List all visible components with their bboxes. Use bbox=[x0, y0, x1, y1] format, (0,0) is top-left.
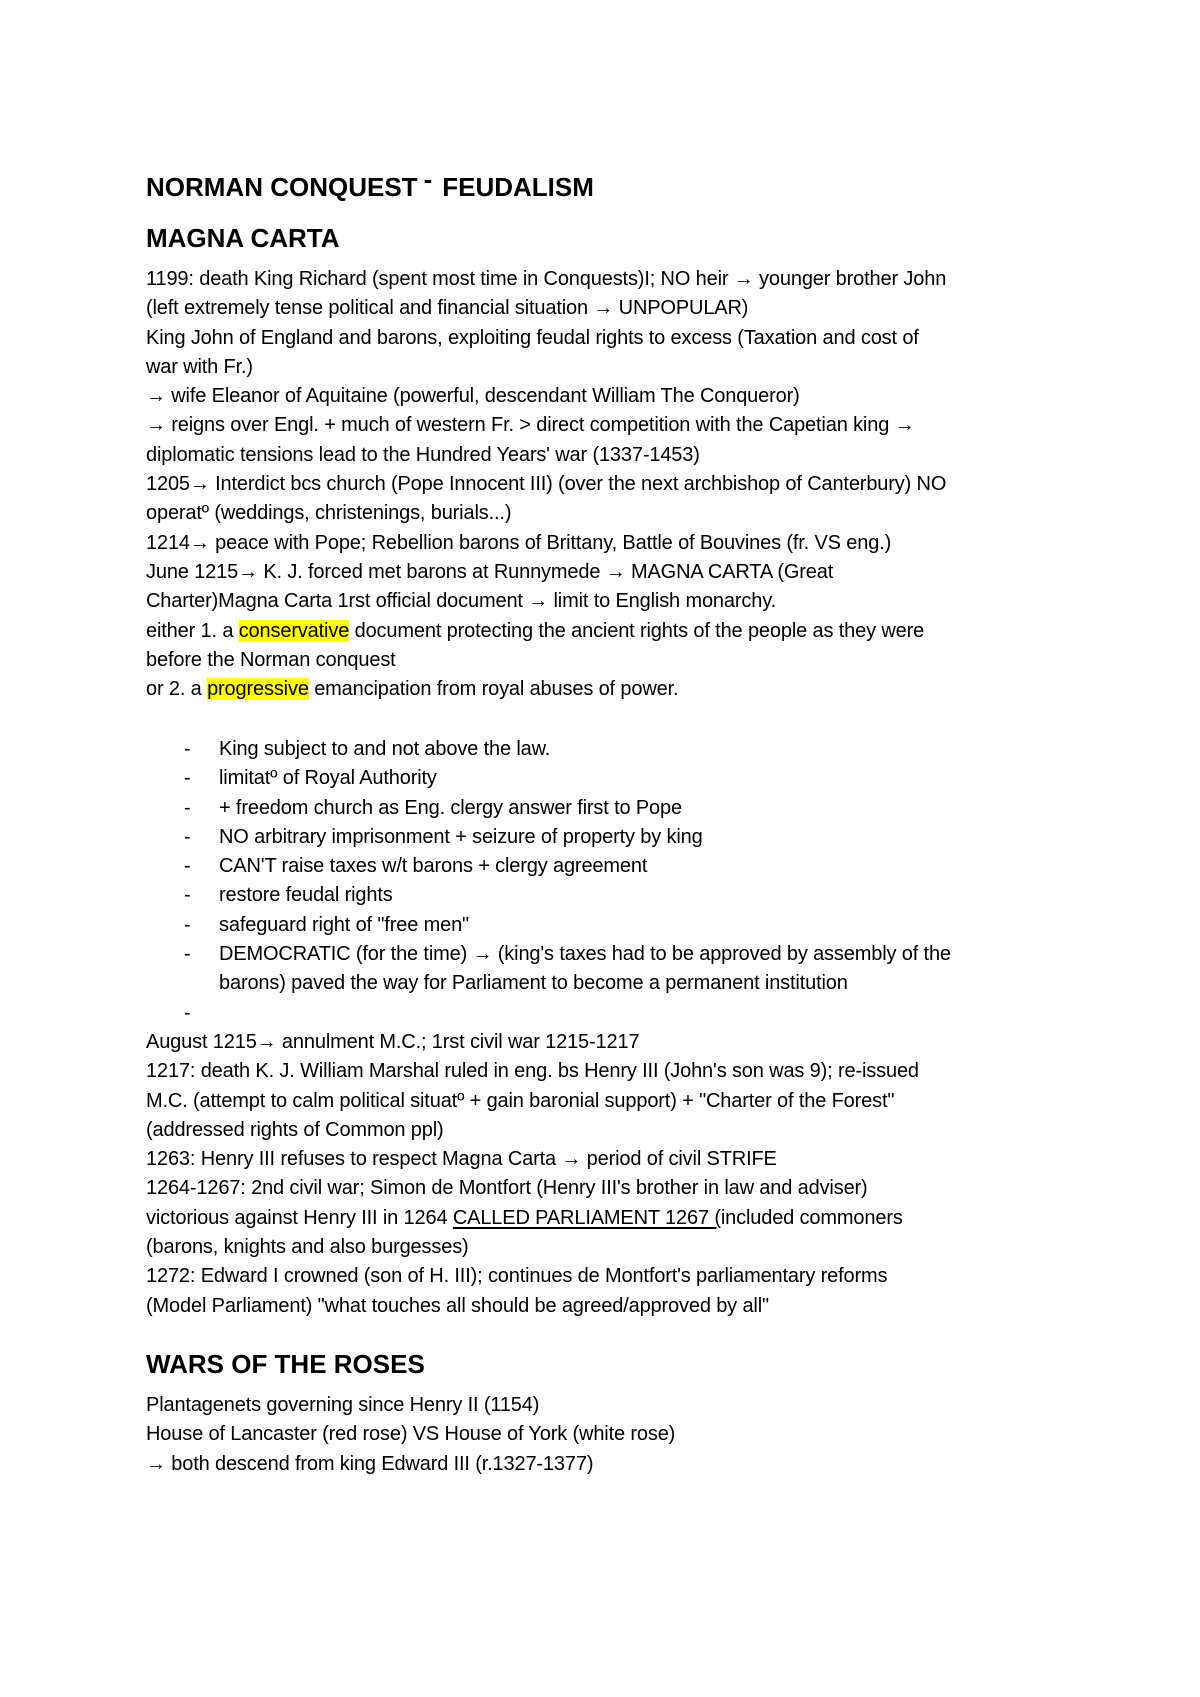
bullet-text: safeguard right of "free men" bbox=[219, 913, 469, 936]
text-line: → both descend from king Edward III (r.1327-1377) bbox=[146, 1452, 594, 1475]
list-item bbox=[146, 852, 1066, 881]
text-line: 1263: Henry III refuses to respect Magna Carta → period of civil STRIFE bbox=[146, 1148, 777, 1171]
title-part-2: FEUDALISM bbox=[442, 172, 594, 202]
bullet-dash: - bbox=[184, 738, 191, 760]
list-item bbox=[146, 794, 1066, 823]
text-line: (barons, knights and also burgesses) bbox=[146, 1236, 469, 1259]
list-item bbox=[146, 735, 1066, 764]
text-line: 1205→ Interdict bcs church (Pope Innocent III) (over the next archbishop of Canterbury) NO bbox=[146, 473, 947, 496]
list-item bbox=[146, 764, 1066, 793]
text-line: 1217: death K. J. William Marshal ruled in eng. bs Henry III (John's son was 9); re-issued bbox=[146, 1060, 919, 1083]
magna-carta-aftermath bbox=[146, 1028, 1066, 1321]
bullet-text: barons) paved the way for Parliament to become a permanent institution bbox=[219, 972, 848, 995]
document-title bbox=[146, 164, 594, 203]
or-pre: or 2. a bbox=[146, 678, 208, 701]
bullet-text: DEMOCRATIC (for the time) → (king's taxes had to be approved by assembly of the bbox=[219, 943, 951, 966]
bullet-text: + freedom church as Eng. clergy answer first to Pope bbox=[219, 796, 682, 819]
text-line: 1264-1267: 2nd civil war; Simon de Montfort (Henry III's brother in law and adviser) bbox=[146, 1177, 868, 1200]
text-line: → wife Eleanor of Aquitaine (powerful, descendant William The Conqueror) bbox=[146, 385, 800, 408]
highlight-progressive: progressive bbox=[207, 678, 309, 701]
victorious-post: included commoners bbox=[720, 1206, 903, 1229]
wars-of-roses-body bbox=[146, 1391, 1066, 1479]
bullet-dash: - bbox=[184, 855, 191, 878]
bullet-dash: - bbox=[184, 943, 191, 966]
bullet-dash: - bbox=[184, 913, 191, 936]
text-line: August 1215→ annulment M.C.; 1rst civil war 1215-1217 bbox=[146, 1031, 640, 1053]
text-line: war with Fr.) bbox=[146, 355, 253, 378]
list-item bbox=[146, 940, 1066, 969]
text-line: House of Lancaster (red rose) VS House of York (white rose) bbox=[146, 1423, 676, 1446]
bullet-text: NO arbitrary imprisonment + seizure of property by king bbox=[219, 825, 703, 848]
text-line: 1272: Edward I crowned (son of H. III); continues de Montfort's parliamentary reforms bbox=[146, 1265, 888, 1288]
underlined-called-parliament: CALLED PARLIAMENT 1267 ( bbox=[452, 1206, 721, 1229]
bullet-dash: - bbox=[184, 825, 191, 848]
list-item-continuation bbox=[146, 969, 1066, 998]
text-line: (Model Parliament) "what touches all should be agreed/approved by all" bbox=[146, 1294, 769, 1317]
text-line: diplomatic tensions lead to the Hundred Years' war (1337-1453) bbox=[146, 443, 700, 466]
text-line: (left extremely tense political and financial situation → UNPOPULAR) bbox=[146, 297, 749, 320]
text-line: June 1215→ K. J. forced met barons at Runnymede → MAGNA CARTA (Great bbox=[146, 560, 834, 583]
text-line: (addressed rights of Common ppl) bbox=[146, 1118, 444, 1141]
bullet-dash: - bbox=[184, 1001, 191, 1024]
bullet-dash: - bbox=[184, 767, 191, 790]
title-dash: - bbox=[423, 164, 433, 194]
bullet-text: limitatº of Royal Authority bbox=[219, 767, 437, 790]
list-item bbox=[146, 911, 1066, 940]
bullet-text: restore feudal rights bbox=[219, 884, 393, 907]
bullet-dash: - bbox=[184, 796, 191, 819]
list-item bbox=[146, 823, 1066, 852]
highlight-conservative: conservative bbox=[238, 619, 350, 642]
text-line: Charter)Magna Carta 1rst official document → limit to English monarchy. bbox=[146, 590, 776, 613]
text-line: 1214→ peace with Pope; Rebellion barons of Brittany, Battle of Bouvines (fr. VS eng.) bbox=[146, 531, 892, 554]
victorious-pre: victorious against Henry III in 1264 bbox=[146, 1206, 453, 1229]
wars-of-roses-heading: WARS OF THE ROSES bbox=[146, 1349, 425, 1379]
victorious-line bbox=[146, 1204, 1066, 1233]
text-line: 1199: death King Richard (spent most time in Conquests)I; NO heir → younger brother John bbox=[146, 268, 947, 290]
either-pre: either 1. a bbox=[146, 619, 239, 642]
text-line: M.C. (attempt to calm political situatº + gain baronial support) + "Charter of the Forest" bbox=[146, 1089, 895, 1112]
magna-carta-heading: MAGNA CARTA bbox=[146, 223, 340, 253]
bullet-text: CAN'T raise taxes w/t barons + clergy agreement bbox=[219, 855, 648, 878]
either-line bbox=[146, 617, 1066, 646]
bullet-dash: - bbox=[184, 884, 191, 907]
or-line bbox=[146, 675, 1066, 704]
text-line: operatº (weddings, christenings, burials...) bbox=[146, 502, 512, 525]
bullet-text: King subject to and not above the law. bbox=[219, 738, 551, 760]
text-line: King John of England and barons, exploiting feudal rights to excess (Taxation and cost of bbox=[146, 326, 919, 349]
text-line: before the Norman conquest bbox=[146, 648, 396, 671]
magna-carta-body bbox=[146, 265, 1066, 704]
or-post: emancipation from royal abuses of power. bbox=[308, 678, 679, 701]
either-post: document protecting the ancient rights of the people as they were bbox=[349, 619, 925, 642]
title-part-1: NORMAN CONQUEST bbox=[146, 172, 418, 202]
text-line: Plantagenets governing since Henry II (1154) bbox=[146, 1394, 540, 1416]
list-item bbox=[146, 881, 1066, 910]
text-line: → reigns over Engl. + much of western Fr. > direct competition with the Capetian king → bbox=[146, 414, 915, 437]
bullet-list bbox=[146, 735, 1066, 1024]
